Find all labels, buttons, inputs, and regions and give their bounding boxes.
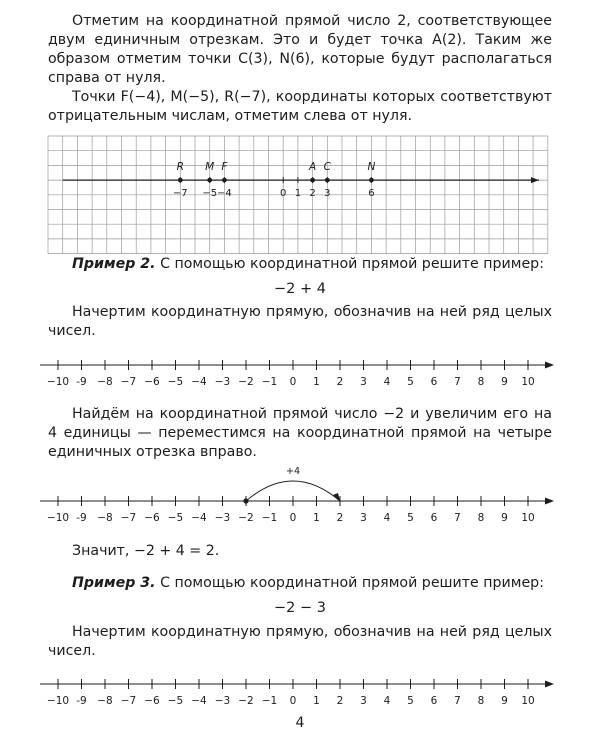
tick-label: 6	[430, 512, 438, 524]
example-3-heading: Пример 3. С помощью координатной прямой решите пример:	[72, 575, 544, 591]
grid-point-c	[325, 178, 330, 183]
tick-label: 6	[430, 376, 438, 388]
page-number: 4	[295, 715, 305, 731]
tick-label: −5	[167, 695, 184, 707]
grid-tick-label: −4	[217, 188, 232, 200]
jump-arc	[246, 481, 340, 501]
tick-label: −3	[214, 512, 231, 524]
tick-label: 1	[313, 695, 320, 707]
grid-point-label-m: M	[205, 161, 215, 174]
tick-label: 7	[454, 695, 461, 707]
grid-tick-label: −7	[172, 188, 188, 200]
tick-label: −5	[167, 376, 184, 388]
axis-arrow	[545, 681, 554, 688]
tick-label: 10	[521, 695, 535, 707]
tick-label: −2	[238, 512, 254, 524]
tick-label: −6	[144, 512, 160, 524]
axis-arrow	[545, 498, 554, 505]
tick-label: 10	[521, 376, 535, 388]
grid-point-label-f: F	[221, 161, 228, 174]
example-2-instruction: Начертим координатную прямую, обозначив на ней ряд целых чисел.	[48, 304, 552, 339]
grid-tick-label: 2	[309, 188, 316, 200]
example-3-expression: −2 − 3	[274, 600, 326, 616]
tick-label: −2	[238, 376, 254, 388]
tick-label: 0	[289, 695, 297, 707]
grid-point-r	[178, 178, 183, 183]
grid-point-label-a: A	[309, 161, 317, 174]
tick-label: −1	[261, 695, 278, 707]
tick-label: 1	[313, 512, 320, 524]
tick-label: 8	[477, 695, 485, 707]
tick-label: −10	[46, 376, 70, 388]
grid-tick-label: 3	[324, 188, 331, 200]
grid-point-label-r: R	[176, 161, 184, 174]
jump-label: +4	[285, 466, 301, 477]
tick-label: −1	[261, 376, 278, 388]
tick-label: 5	[407, 376, 414, 388]
tick-label: 2	[336, 376, 344, 388]
tick-label: -9	[76, 512, 87, 524]
tick-label: −3	[214, 695, 231, 707]
tick-label: 10	[521, 512, 535, 524]
tick-label: 3	[360, 695, 367, 707]
tick-label: 2	[336, 512, 344, 524]
tick-label: 9	[501, 695, 508, 707]
number-line-1	[40, 360, 554, 388]
tick-label: 8	[477, 376, 485, 388]
tick-label: -9	[76, 376, 87, 388]
example-2-label: Пример 2.	[72, 256, 156, 272]
example-2-conclusion: Значит, −2 + 4 = 2.	[72, 543, 220, 559]
tick-label: −1	[261, 512, 278, 524]
tick-label: −7	[120, 695, 137, 707]
tick-label: 4	[383, 512, 391, 524]
tick-label: 6	[430, 695, 438, 707]
grid-tick-label: −5	[202, 188, 218, 200]
tick-label: 2	[336, 695, 344, 707]
tick-label: 5	[407, 512, 414, 524]
tick-label: 7	[454, 512, 461, 524]
tick-label: 0	[289, 376, 297, 388]
tick-label: 9	[501, 376, 508, 388]
tick-label: 8	[477, 512, 485, 524]
tick-label: -9	[76, 695, 87, 707]
tick-label: −2	[238, 695, 254, 707]
tick-label: −3	[214, 376, 231, 388]
tick-label: −10	[46, 512, 70, 524]
tick-label: 7	[454, 376, 461, 388]
tick-label: −7	[120, 376, 137, 388]
number-line-3	[40, 679, 554, 707]
tick-label: −8	[97, 695, 113, 707]
example-3-label: Пример 3.	[72, 575, 156, 591]
tick-label: −4	[191, 376, 207, 388]
tick-label: 3	[360, 376, 367, 388]
tick-label: 4	[383, 376, 391, 388]
jump-arrowhead	[333, 493, 340, 501]
tick-label: 4	[383, 695, 391, 707]
intro-paragraph-2: Точки F(−4), M(−5), R(−7), координаты которых соответствуют отрицательным числам, отметим слева от нуля.	[48, 89, 552, 124]
grid-point-label-c: C	[323, 161, 331, 174]
tick-label: −5	[167, 512, 184, 524]
example-2-explanation: Найдём на координатной прямой число −2 и увеличим его на 4 единицы — переместимся на координатной прямой на четыре единичных отрезка вправо.	[48, 406, 552, 460]
grid-point-n	[369, 178, 374, 183]
grid-point-f	[222, 178, 227, 183]
example-3-instruction: Начертим координатную прямую, обозначив на ней ряд целых чисел.	[48, 624, 552, 659]
intro-paragraph-1: Отметим на координатной прямой число 2, соответствующее двум единичным отрезкам. Это и будет точка A(2). Таким же образом отметим точки C(3), N(6), которые будут располагаться справа от нуля.	[48, 13, 552, 86]
grid-point-a	[310, 178, 315, 183]
tick-label: −4	[191, 512, 207, 524]
tick-label: 0	[289, 512, 297, 524]
number-line-2	[40, 466, 554, 524]
grid-lines	[48, 136, 548, 254]
tick-label: 9	[501, 512, 508, 524]
grid-tick-label: 6	[368, 188, 375, 200]
tick-label: 3	[360, 512, 367, 524]
tick-label: −6	[144, 376, 160, 388]
tick-label: −8	[97, 376, 113, 388]
tick-label: −4	[191, 695, 207, 707]
example-2-expression: −2 + 4	[274, 281, 326, 297]
tick-label: −8	[97, 512, 113, 524]
grid-axis	[63, 161, 539, 199]
axis-arrow	[545, 362, 554, 369]
tick-label: −10	[46, 695, 70, 707]
tick-label: −6	[144, 695, 160, 707]
grid-axis-arrow	[531, 177, 539, 183]
grid-tick-label: 0	[280, 188, 287, 200]
example-2-heading: Пример 2. С помощью координатной прямой решите пример:	[72, 256, 544, 272]
grid-tick-label: 1	[294, 188, 302, 200]
tick-label: 5	[407, 695, 414, 707]
start-point	[243, 498, 248, 503]
tick-label: −7	[120, 512, 137, 524]
grid-point-label-n: N	[367, 161, 376, 174]
grid-point-m	[207, 178, 212, 183]
tick-label: 1	[313, 376, 320, 388]
